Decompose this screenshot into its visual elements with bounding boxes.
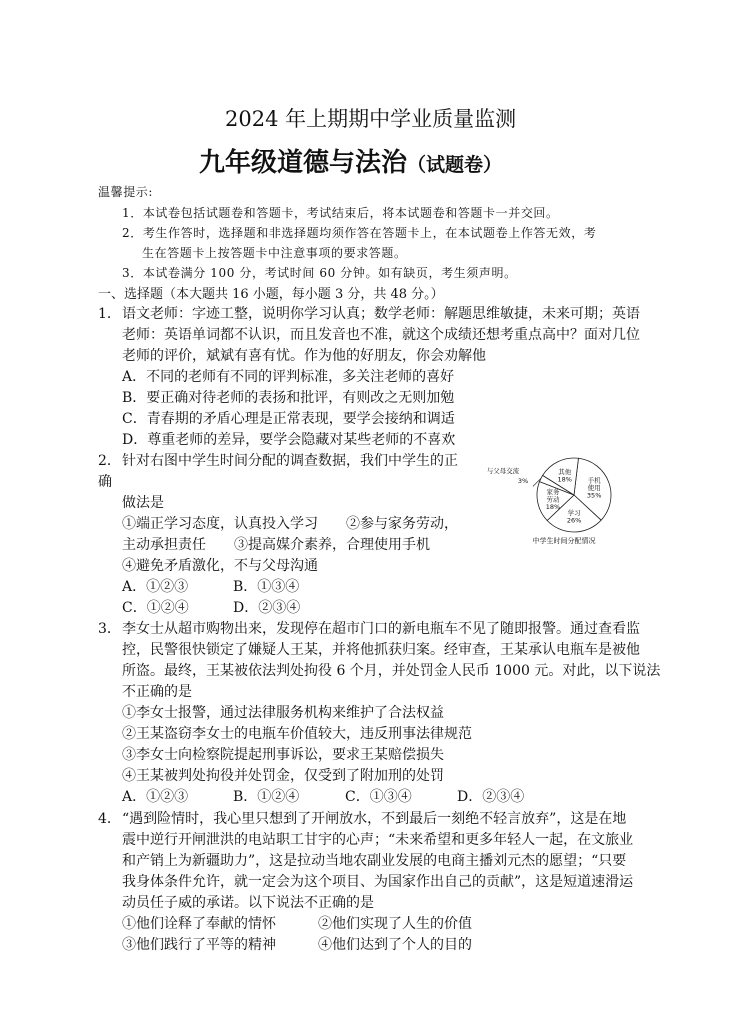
question-number: 3．	[98, 621, 121, 637]
pie-label-name: 使用	[587, 483, 601, 492]
pie-label-value: 3%	[517, 477, 529, 485]
question-text: 语文老师：字迹工整，说明你学习认真；数学老师：解题思维敏捷，未来可期；英语	[122, 306, 640, 322]
question-text: 确	[98, 474, 112, 490]
pie-label-value: 18%	[557, 475, 572, 484]
statement-text: ③他们践行了平等的精神	[122, 937, 276, 953]
statement-text: ②王某盗窃李女士的电瓶车价值较大，违反刑事法律规范	[122, 726, 472, 742]
question-text: 李女士从超市购物出来，发现停在超市门口的新电瓶车不见了随即报警。通过查看监	[122, 621, 640, 637]
statement-text: ②他们实现了人生的价值	[318, 916, 472, 932]
chart-title: 中学生时间分配情况	[532, 537, 596, 545]
question-text: 老师：英语单词都不认识，而且发音也不准，就这个成绩还想考重点高中？面对几位	[122, 327, 640, 343]
option-d: D．②③④	[457, 789, 525, 805]
statement-text: ④王某被判处拘役并处罚金，仅受到了附加刑的处罚	[122, 768, 444, 784]
statement-text: ①端正学习态度，认真投入学习 ②参与家务劳动，	[122, 516, 458, 532]
pie-label-name: 其他	[558, 468, 572, 477]
section-heading: 一、选择题（本大题共 16 小题，每小题 3 分，共 48 分。）	[98, 287, 444, 302]
question-text: 针对右图中学生时间分配的调查数据，我们中学生的正	[122, 453, 458, 469]
option-d: D．②③④	[233, 600, 301, 616]
option-c: C．青春期的矛盾心理是正常表现，要学会接纳和调适	[122, 411, 455, 427]
question-text: 控，民警很快锁定了嫌疑人王某，并将他抓获归案。经审查，王某承认电瓶车是被他	[122, 642, 640, 658]
question-text: “遇到险情时，我心里只想到了开闸放水，不到最后一刻绝不轻言放弃”，这是在地	[122, 811, 627, 827]
statement-text: 主动承担责任 ③提高媒介素养，合理使用手机	[122, 537, 430, 553]
pie-label-value: 18%	[545, 503, 561, 512]
exam-title: 2024 年上期期中学业质量监测	[225, 107, 517, 131]
question-number: 2．	[98, 453, 121, 469]
pie-label-value: 35%	[586, 491, 602, 500]
question-text: 动员任子威的承诺。以下说法不正确的是	[122, 895, 374, 911]
option-b: B．①②④	[233, 789, 300, 805]
notice-item: 3．本试卷满分 100 分，考试时间 60 分钟。如有缺页，考生须声明。	[122, 266, 517, 280]
notice-heading: 温馨提示:	[98, 185, 154, 199]
pie-label-name: 手机	[587, 476, 601, 485]
subject-name: 九年级道德与法治	[199, 148, 408, 178]
notice-item: 2．考生作答时，选择题和非选择题均须作答在答题卡上，在本试题卷上作答无效，考	[122, 226, 597, 240]
notice-item: 1．本试卷包括试题卷和答题卡，考试结束后，将本试题卷和答题卡一并交回。	[122, 206, 559, 220]
question-number: 4．	[98, 811, 121, 827]
question-text: 我身体条件允许，就一定会为这个项目、为国家作出自己的贡献”，这是短道速滑运	[122, 874, 634, 890]
question-text: 不正确的是	[122, 684, 192, 700]
option-d: D．尊重老师的差异，要学会隐藏对某些老师的不喜欢	[122, 432, 456, 448]
question-text: 震中逆行开闸泄洪的电站职工甘宇的心声；“未来希望和更多年轻人一起，在文旅业	[122, 832, 634, 848]
statement-text: ③李女士向检察院提起刑事诉讼，要求王某赔偿损失	[122, 747, 444, 763]
statement-text: ④他们达到了个人的目的	[318, 937, 472, 953]
question-text: 所盗。最终，王某被依法判处拘役 6 个月，并处罚金人民币 1000 元。对此，以下说法	[122, 663, 661, 679]
paper-type: （试题卷）	[407, 154, 503, 176]
option-a: A．①②③	[122, 789, 189, 805]
notice-item: 生在答题卡上按答题卡中注意事项的要求答题。	[142, 246, 407, 260]
option-b: B．①③④	[233, 579, 300, 595]
statement-text: ④避免矛盾激化，不与父母沟通	[122, 558, 318, 574]
pie-label-name: 与父母交流	[486, 467, 520, 475]
statement-text: ①他们诠释了奉献的情怀	[122, 916, 276, 932]
pie-label-value: 26%	[566, 516, 582, 525]
option-a: A．不同的老师有不同的评判标准，多关注老师的喜好	[122, 369, 455, 385]
time-distribution-pie-chart	[485, 455, 635, 550]
option-b: B．要正确对待老师的表扬和批评，有则改之无则加勉	[122, 390, 455, 406]
subject-title	[199, 142, 502, 179]
question-number: 1．	[98, 306, 121, 322]
pie-label-name: 劳动	[546, 495, 560, 504]
pie-label-name: 家务	[546, 487, 560, 496]
option-c: C．①②④	[122, 600, 189, 616]
question-text: 和产销上为新疆助力”，这是拉动当地农副业发展的电商主播刘元杰的愿望；“只要	[122, 853, 627, 869]
question-text: 做法是	[122, 495, 164, 511]
option-c: C．①③④	[345, 789, 412, 805]
question-text: 老师的评价，斌斌有喜有忧。作为他的好朋友，你会劝解他	[122, 348, 486, 364]
option-a: A．①②③	[122, 579, 189, 595]
statement-text: ①李女士报警，通过法律服务机构来维护了合法权益	[122, 705, 444, 721]
pie-label-name: 学习	[567, 508, 581, 517]
